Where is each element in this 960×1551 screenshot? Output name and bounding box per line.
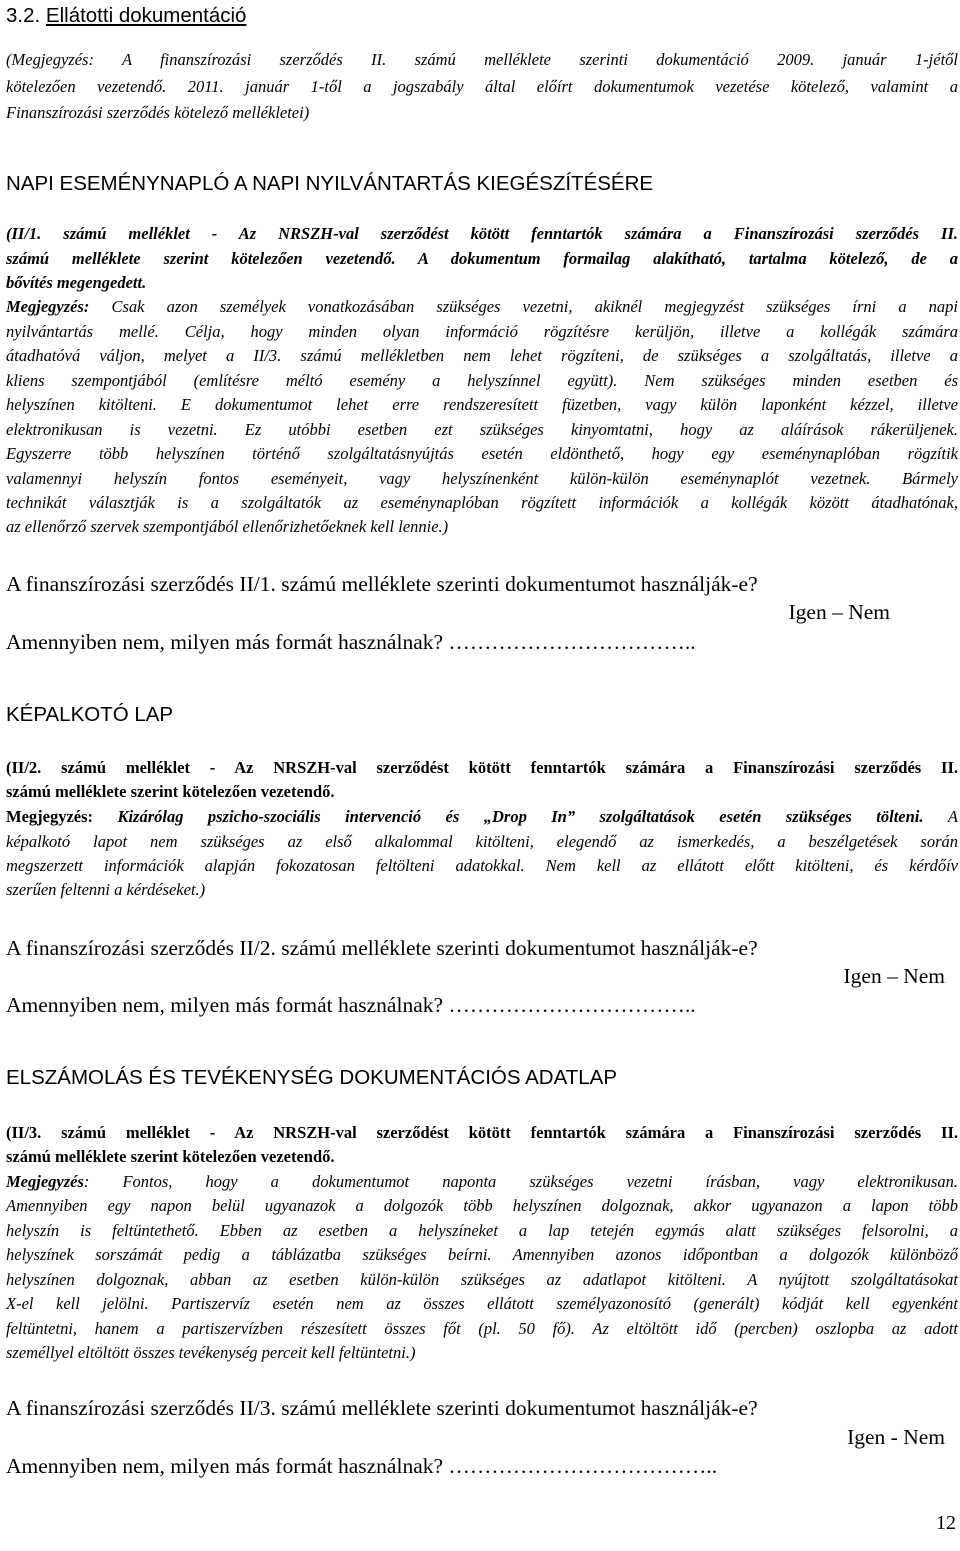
block-bold-line: bővítés megengedett.	[6, 273, 147, 292]
block-bold-line: számú melléklete szerint kötelezően vezetendő.	[6, 1147, 335, 1166]
note-text: Csak azon személyek vonatkozásában szükséges vezetni, akiknél megjegyzést szükséges írni a napi	[111, 297, 958, 316]
block-note-line	[6, 298, 958, 317]
block-bold-line: (II/3. számú melléklet - Az NRSZH-val szerződést kötött fenntartók számára a Finanszírozási szerződés II.	[6, 1123, 958, 1142]
block-note-line: nyilvántartás mellé. Célja, hogy minden olyan információ rögzítésre kerüljön, illetve a kollégák számára	[6, 322, 958, 341]
block-heading: NAPI ESEMÉNYNAPLÓ A NAPI NYILVÁNTARTÁS KIEGÉSZÍTÉSÉRE	[6, 172, 654, 195]
other-format-question: Amennyiben nem, milyen más formát használnak? ……………………………..	[6, 630, 696, 654]
note-label: Megjegyzés	[6, 1172, 84, 1191]
section-note-line: Finanszírozási szerződés kötelező mellékletei)	[6, 103, 310, 122]
block-note-line: kliens szempontjából (említésre méltó esemény a helyszínnel együtt). Nem szükséges minden esetben és	[6, 371, 958, 390]
block-note-line: elektronikusan is vezetni. Ez utóbbi esetben ezt szükséges kinyomtatni, hogy az aláírások rákerüljenek.	[6, 420, 958, 439]
block-note-line: helyszín is feltüntethető. Ebben az esetben a helyszíneket a lap tetején egymás alatt szükséges felsorolni, a	[6, 1221, 958, 1240]
block-note-line: személlyel eltöltött összes tevékenység perceit kell feltüntetni.)	[6, 1343, 416, 1362]
note-label: Megjegyzés:	[6, 297, 90, 316]
block-note-line: feltüntetni, hanem a partiszervízben részesített összes főt (pl. 50 fő). Az eltöltött idő (percben) oszlopba az adott	[6, 1319, 958, 1338]
block-note-line: szerűen feltenni a kérdéseket.)	[6, 880, 206, 899]
block-bold-line: számú melléklete szerint kötelezően vezetendő.	[6, 782, 335, 801]
block-note-line: Amennyiben egy napon belül ugyanazok a dolgozók több helyszínen dolgoznak, akkor ugyanazon a lapon több	[6, 1196, 958, 1215]
block-note-line: X-el kell jelölni. Partiszervíz esetén nem az összes ellátott személyazonosító (generált) kódját kell egyenként	[6, 1294, 958, 1313]
note-text: A	[947, 807, 959, 826]
block-note-line: helyszínen kitölteni. E dokumentumot lehet erre rendszeresített füzetben, vagy külön laponként kézzel, illetve	[6, 395, 958, 414]
block-bold-line: számú melléklete szerint kötelezően vezetendő. A dokumentum formailag alakítható, tartalma kötelező, de a	[6, 249, 958, 268]
block-note-line	[6, 808, 958, 827]
block-note-line: helyszínek sorszámát pedig a táblázatba szükséges beírni. Amennyiben azonos időpontban a dolgozók különböző	[6, 1245, 958, 1264]
other-format-question: Amennyiben nem, milyen más formát használnak? ……………………………..	[6, 993, 696, 1017]
block-note-line: technikát választják is a szolgáltatók az eseménynaplóban rögzített információk a kollégák között átadhatónak,	[6, 493, 958, 512]
yes-no-answer: Igen – Nem	[843, 964, 945, 988]
yes-no-answer: Igen – Nem	[788, 600, 890, 624]
block-note-line	[6, 1173, 958, 1192]
section-note-line: kötelezően vezetendő. 2011. január 1-től a jogszabály által előírt dokumentumok vezetése kötelező, valamint a	[6, 77, 958, 96]
block-note-line: képalkotó lapot nem szükséges az első alkalommal kitölteni, elegendő az ismerkedés, a beszélgetések során	[6, 832, 958, 851]
section-title: Ellátotti dokumentáció	[45, 4, 247, 27]
block-note-line: valamennyi helyszín fontos eseményeit, vagy helyszínenként külön-külön eseménynaplót vezetnek. Bármely	[6, 469, 958, 488]
block-bold-line: (II/1. számú melléklet - Az NRSZH-val szerződést kötött fenntartók számára a Finanszírozási szerződés II.	[6, 224, 958, 243]
usage-question: A finanszírozási szerződés II/1. számú melléklete szerinti dokumentumot használják-e?	[6, 572, 758, 596]
section-number: 3.2.	[6, 4, 41, 27]
usage-question: A finanszírozási szerződés II/3. számú melléklete szerinti dokumentumot használják-e?	[6, 1396, 758, 1420]
block-bold-line: (II/2. számú melléklet - Az NRSZH-val szerződést kötött fenntartók számára a Finanszírozási szerződés II.	[6, 758, 958, 777]
note-text: : Fontos, hogy a dokumentumot naponta szükséges vezetni írásban, vagy elektronikusan.	[83, 1172, 958, 1191]
block-heading: KÉPALKOTÓ LAP	[6, 703, 174, 726]
block-note-line: megszerzett információk alapján fokozatosan feltölteni adatokkal. Nem kell az ellátott előtt kitölteni, és kérdőív	[6, 856, 958, 875]
block-heading: ELSZÁMOLÁS ÉS TEVÉKENYSÉG DOKUMENTÁCIÓS ADATLAP	[6, 1066, 617, 1089]
block-note-line: átadhatóvá váljon, melyet a II/3. számú mellékletben nem lehet rögzíteni, de szükséges a szolgáltatás, illetve a	[6, 346, 958, 365]
section-note-line: (Megjegyzés: A finanszírozási szerződés II. számú melléklete szerinti dokumentáció 2009. január 1-jétől	[6, 50, 958, 69]
note-label: Megjegyzés:	[6, 807, 94, 826]
page-number: 12	[936, 1512, 956, 1534]
note-bold-text: Kizárólag pszicho-szociális intervenció és „Drop In” szolgáltatások esetén szükséges tölteni.	[117, 807, 924, 826]
other-format-question: Amennyiben nem, milyen más formát használnak? ………………………………..	[6, 1454, 718, 1478]
yes-no-answer: Igen - Nem	[847, 1425, 945, 1449]
section-heading	[6, 4, 958, 28]
block-note-line: az ellenőrző szervek szempontjából ellenőrizhetőeknek kell lennie.)	[6, 517, 449, 536]
usage-question: A finanszírozási szerződés II/2. számú melléklete szerinti dokumentumot használják-e?	[6, 936, 758, 960]
block-note-line: helyszínen dolgoznak, abban az esetben külön-külön szükséges az adatlapot kitölteni. A nyújtott szolgáltatásokat	[6, 1270, 958, 1289]
block-note-line: Egyszerre több helyszínen történő szolgáltatásnyújtás esetén eldönthető, hogy egy eseménynaplóban rögzítik	[6, 444, 958, 463]
